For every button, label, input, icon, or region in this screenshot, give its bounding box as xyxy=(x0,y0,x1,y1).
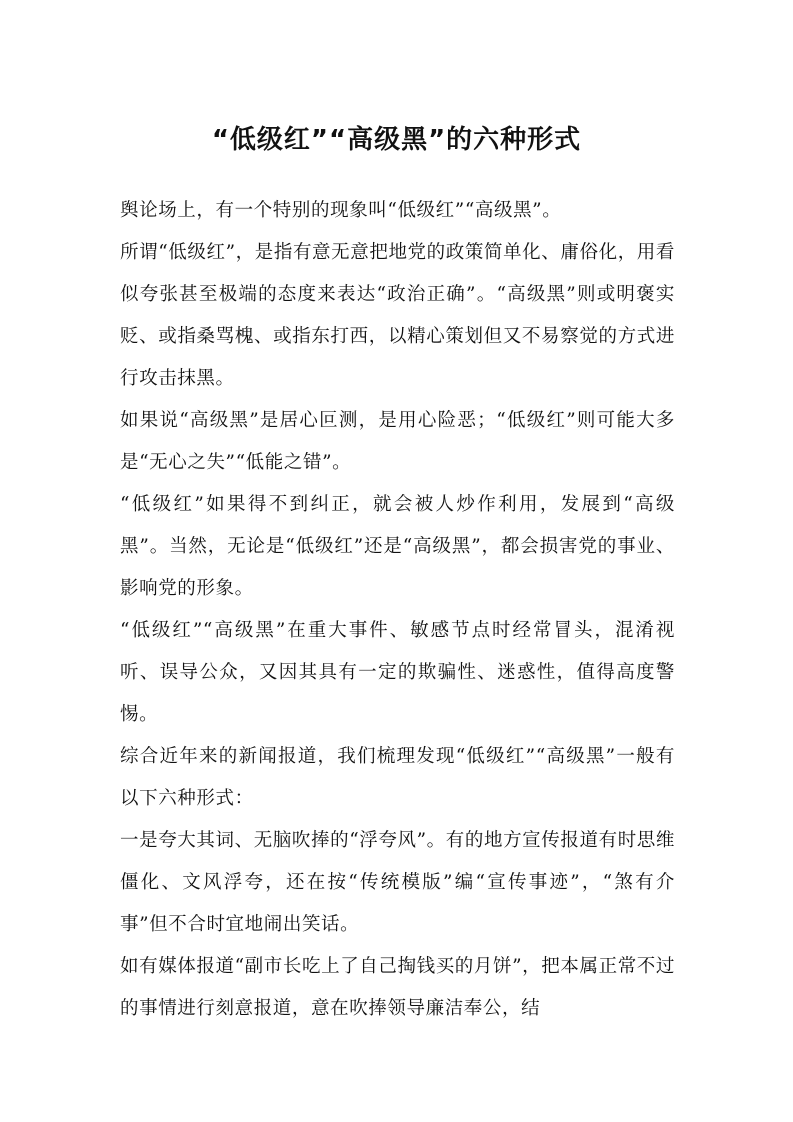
paragraph: “低级红”“高级黑”在重大事件、敏感节点时经常冒头，混淆视听、误导公众，又因其具有一定的欺骗性、迷惑性，值得高度警惕。 xyxy=(120,620,675,725)
document-title: “低级红”“高级黑”的六种形式 xyxy=(211,125,582,155)
paragraph: 所谓“低级红”，是指有意无意把地党的政策简单化、庸俗化，用看似夸张甚至极端的态度来表达“政治正确”。“高级黑”则或明褒实贬、或指桑骂槐、或指东打西，以精心策划但又不易察觉的方式进行攻击抹黑。 xyxy=(120,242,675,389)
document-body xyxy=(120,190,675,1030)
paragraph: 舆论场上，有一个特别的现象叫“低级红”“高级黑”。 xyxy=(120,200,562,221)
paragraph: 如果说“高级黑”是居心叵测，是用心险恶；“低级红”则可能大多是“无心之失”“低能之错”。 xyxy=(120,410,675,473)
paragraph: 综合近年来的新闻报道，我们梳理发现“低级红”“高级黑”一般有以下六种形式： xyxy=(120,746,675,809)
paragraph: 一是夸大其词、无脑吹捧的“浮夸风”。有的地方宣传报道有时思维僵化、文风浮夸，还在按“传统模版”编“宣传事迹”，“煞有介事”但不合时宜地闹出笑话。 xyxy=(120,830,675,935)
paragraph: “低级红”如果得不到纠正，就会被人炒作利用，发展到“高级黑”。当然，无论是“低级红”还是“高级黑”，都会损害党的事业、影响党的形象。 xyxy=(120,494,675,599)
paragraph: 如有媒体报道“副市长吃上了自己掏钱买的月饼”，把本属正常不过的事情进行刻意报道，意在吹捧领导廉洁奉公，结 xyxy=(120,956,675,1019)
